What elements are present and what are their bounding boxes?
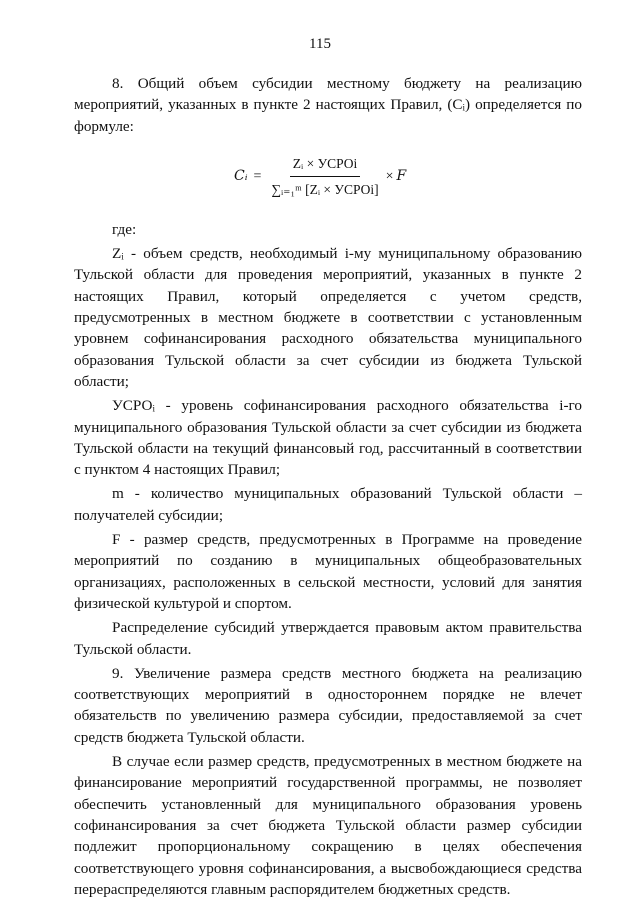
formula-equals: = — [253, 169, 262, 185]
formula — [234, 153, 406, 201]
formula-denominator-body: [Zᵢ × УСРОi] — [305, 182, 379, 198]
formula-sum: ∑ᵢ₌₁ᵐ — [271, 182, 302, 198]
formula-numerator: Zᵢ × УСРОi — [290, 153, 361, 177]
paragraph-8: 8. Общий объем субсидии местному бюджету на реализацию мероприятий, указанных в пункте 2 настоящих Правил, (Cᵢ) определяется по формуле: — [74, 75, 582, 135]
paragraph-distribution: Распределение субсидий утверждается правовым актом правительства Тульской области. — [74, 619, 582, 658]
formula-block — [74, 143, 582, 215]
formula-denominator — [271, 177, 378, 200]
formula-lhs: Cᵢ — [234, 168, 248, 185]
paragraph-zi: Zᵢ - объем средств, необходимый i-му муниципальному образованию Тульской области для проведения мероприятий, указанных в пункте 2 настоящих Правил, который определяется с учетом средств, предусмотренных в местном бюджете в соответствии с установленным уровнем софинансирования расходного обязательства муниципального образования Тульской области за счет субсидии из бюджета Тульской области; — [74, 245, 582, 390]
formula-times: × — [385, 169, 394, 185]
paragraph-m: m - количество муниципальных образований Тульской области – получателей субсидии; — [74, 485, 582, 524]
paragraph-9: 9. Увеличение размера средств местного бюджета на реализацию соответствующих мероприятий в одностороннем порядке не влечет обязательств по увеличению размера субсидии, предоставляемой за счет средств бюджета Тульской области. — [74, 664, 582, 746]
paragraph-usro: УСРОᵢ - уровень софинансирования расходного обязательства i-го муниципального образования Тульской области за счет субсидии из бюджета Тульской области на текущий финансовый год, рассчитанный в соответствии с пунктом 4 настоящих Правил; — [74, 397, 582, 479]
page-number: 115 — [309, 36, 331, 52]
formula-rhs: F — [396, 168, 407, 185]
document-body — [74, 73, 582, 900]
paragraph-gde: где: — [112, 220, 137, 238]
paragraph-last: В случае если размер средств, предусмотренных в местном бюджете на финансирование мероприятий государственной программы, не позволяет обеспечить установленный для муниципального образования уровень софинансирования за счет бюджета Тульской области размер субсидии подлежит пропорциональному сокращению в целях обеспечения соответствующего уровня софинансирования, а высвобождающиеся средства перераспределяются главным распорядителем бюджетных средств. — [74, 753, 582, 898]
paragraph-f: F - размер средств, предусмотренных в Программе на проведение мероприятий по созданию в муниципальных общеобразовательных организациях, расположенных в сельской местности, условий для занятия физической культурой и спортом. — [74, 531, 582, 612]
formula-fraction — [271, 153, 378, 201]
